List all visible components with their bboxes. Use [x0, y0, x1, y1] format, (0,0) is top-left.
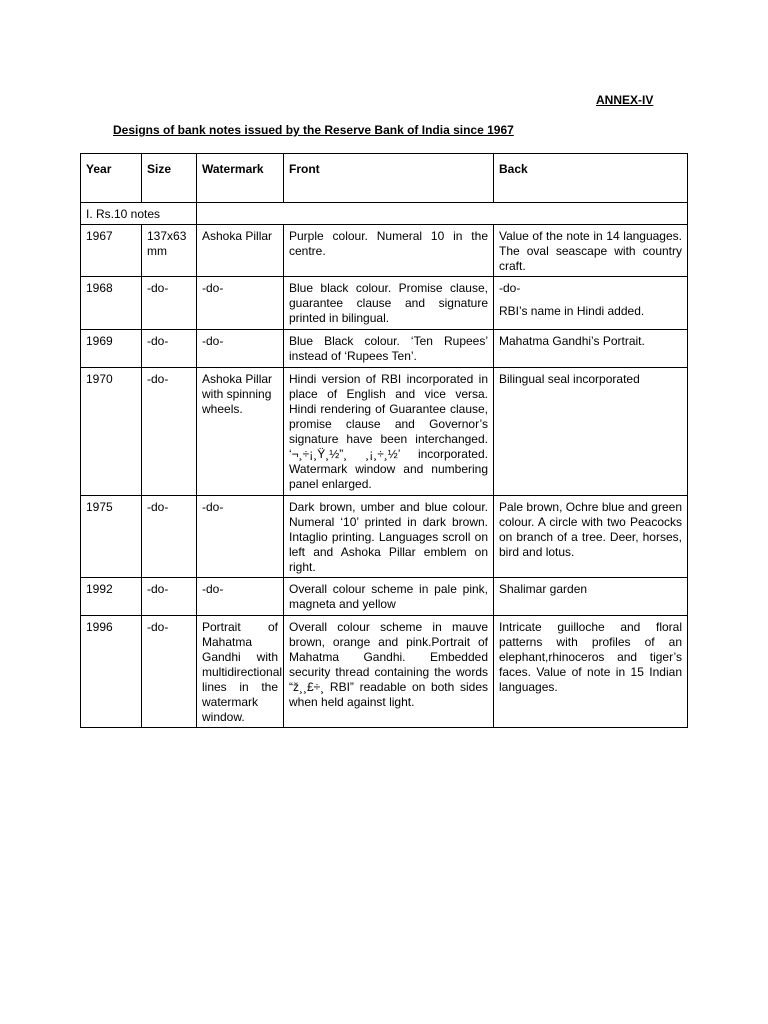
size-cell: -do- [142, 330, 197, 368]
front-cell: Purple colour. Numeral 10 in the centre. [284, 225, 494, 277]
size-cell: 137x63 mm [142, 225, 197, 277]
watermark-cell: -do- [197, 578, 284, 616]
front-cell: Overall colour scheme in pale pink, magneta and yellow [284, 578, 494, 616]
size-cell: -do- [142, 616, 197, 728]
table-header-row [81, 154, 688, 203]
size-cell: -do- [142, 496, 197, 578]
year-cell: 1969 [81, 330, 142, 368]
table-row [81, 277, 688, 330]
front-cell: Hindi version of RBI incorporated in place of English and vice versa. Hindi rendering of Guarantee clause, promise clause and Governor’s signature have been interchanged. ‘¬¸÷¡¸Ÿ¸½”¸ ¸¡¸÷¸½’ incorporated. Watermark window and numbering panel enlarged. [284, 368, 494, 496]
bank-notes-table [80, 153, 688, 728]
back-cell: Value of the note in 14 languages. The oval seascape with country craft. [494, 225, 688, 277]
year-cell: 1967 [81, 225, 142, 277]
watermark-cell: -do- [197, 496, 284, 578]
table-row [81, 368, 688, 496]
table-row [81, 578, 688, 616]
table-row [81, 330, 688, 368]
size-cell: -do- [142, 368, 197, 496]
watermark-cell: -do- [197, 277, 284, 330]
front-cell: Overall colour scheme in mauve brown, orange and pink.Portrait of Mahatma Gandhi. Embedded security thread containing the words “ž¸¸£÷¸ RBI” readable on both sides when held against light. [284, 616, 494, 728]
back-cell: Shalimar garden [494, 578, 688, 616]
year-cell: 1968 [81, 277, 142, 330]
watermark-cell: Ashoka Pillar [197, 225, 284, 277]
section-title: I. Rs.10 notes [81, 203, 197, 225]
section-row [81, 203, 688, 225]
table-row [81, 496, 688, 578]
header-size: Size [142, 154, 197, 203]
back-cell: Bilingual seal incorporated [494, 368, 688, 496]
size-cell: -do- [142, 578, 197, 616]
annex-label: ANNEX-IV [596, 93, 654, 107]
header-back: Back [494, 154, 688, 203]
back-cell: Intricate guilloche and floral patterns with profiles of an elephant,rhinoceros and tiger’s faces. Value of note in 15 Indian languages. [494, 616, 688, 728]
header-front: Front [284, 154, 494, 203]
back-cell: Mahatma Gandhi’s Portrait. [494, 330, 688, 368]
front-cell: Blue Black colour. ‘Ten Rupees’ instead of ‘Rupees Ten’. [284, 330, 494, 368]
front-cell: Blue black colour. Promise clause, guarantee clause and signature printed in bilingual. [284, 277, 494, 330]
year-cell: 1975 [81, 496, 142, 578]
watermark-cell: -do- [197, 330, 284, 368]
watermark-cell: Portrait of Mahatma Gandhi with multidirectional lines in the watermark window. [197, 616, 284, 728]
watermark-cell: Ashoka Pillar with spinning wheels. [197, 368, 284, 496]
document-title: Designs of bank notes issued by the Reserve Bank of India since 1967 [113, 123, 514, 137]
table-row [81, 225, 688, 277]
header-year: Year [81, 154, 142, 203]
header-watermark: Watermark [197, 154, 284, 203]
table-row [81, 616, 688, 728]
front-cell: Dark brown, umber and blue colour. Numeral ‘10’ printed in dark brown. Intaglio printing. Languages scroll on left and Ashoka Pillar emblem on right. [284, 496, 494, 578]
year-cell: 1992 [81, 578, 142, 616]
back-cell-line: -do- [499, 281, 521, 295]
back-cell: Pale brown, Ochre blue and green colour. A circle with two Peacocks on branch of a tree. Deer, horses, bird and lotus. [494, 496, 688, 578]
year-cell: 1970 [81, 368, 142, 496]
back-cell [494, 277, 688, 330]
size-cell: -do- [142, 277, 197, 330]
year-cell: 1996 [81, 616, 142, 728]
back-cell-line: RBI’s name in Hindi added. [499, 304, 645, 318]
